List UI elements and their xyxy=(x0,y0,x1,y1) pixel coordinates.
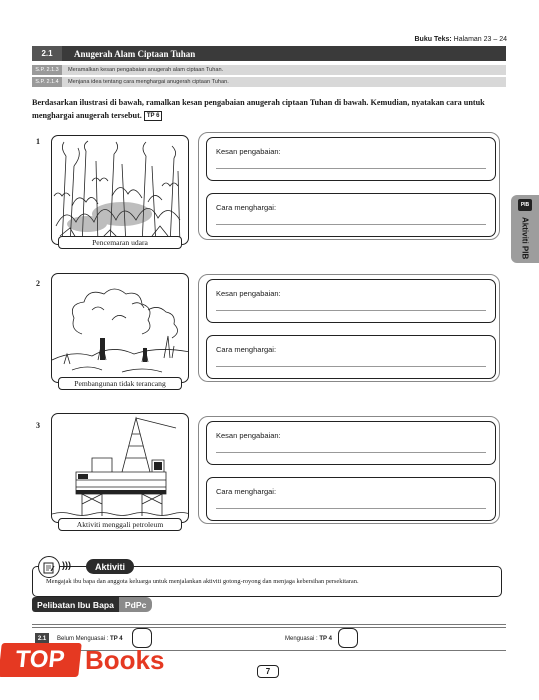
question-number-3: 3 xyxy=(36,421,40,430)
topic-header xyxy=(32,46,506,61)
answer-box-appreciate-1[interactable] xyxy=(206,193,496,237)
answer-line xyxy=(216,310,486,311)
reference-pages: Halaman 23 – 24 xyxy=(453,36,507,43)
answer-line xyxy=(216,452,486,453)
illustration-unplanned-development xyxy=(51,273,189,383)
mastered-text: Menguasai : xyxy=(285,636,318,642)
answer-label: Kesan pengabaian: xyxy=(216,431,281,440)
pib-label: Pelibatan Ibu Bapa xyxy=(32,597,119,612)
mastered-tp: TP 4 xyxy=(319,636,332,642)
forest-fire-drawing xyxy=(52,136,189,245)
answer-line xyxy=(216,508,486,509)
mastered-checkbox[interactable] xyxy=(338,628,358,648)
instruction-text: Berdasarkan ilustrasi di bawah, ramalkan kesan pengabaian anugerah ciptaan Tuhan di bawah. Kemudian, nyatakan cara untuk menghargai anugerah tersebut. xyxy=(32,98,485,120)
instruction xyxy=(32,96,506,122)
footer-rule-top xyxy=(32,624,506,625)
answer-label: Kesan pengabaian: xyxy=(216,147,281,156)
watermark-top: TOP xyxy=(0,643,82,677)
caption-3: Aktiviti menggali petroleum xyxy=(58,518,182,531)
mastered-label xyxy=(285,636,332,642)
standard-row-2 xyxy=(32,77,506,87)
answer-box-effect-1[interactable] xyxy=(206,137,496,181)
activity-text: Mengajak ibu bapa dan anggota keluarga untuk menjalankan aktiviti gotong-royong dan menjaga kebersihan persekitaran. xyxy=(46,578,359,585)
answer-line xyxy=(216,168,486,169)
caption-1: Pencemaran udara xyxy=(58,236,182,249)
answer-box-effect-3[interactable] xyxy=(206,421,496,465)
watermark-books: Books xyxy=(85,645,165,675)
activity-header xyxy=(38,556,138,578)
question-number-2: 2 xyxy=(36,279,40,288)
pdpc-label: PdPc xyxy=(119,597,153,612)
textbook-reference xyxy=(415,36,508,43)
standard-code: S.P. 2.1.4 xyxy=(32,77,62,87)
topic-number: 2.1 xyxy=(32,46,62,61)
page-number: 7 xyxy=(257,665,279,678)
answer-line xyxy=(216,224,486,225)
side-tab-label: Aktiviti PIB xyxy=(520,216,530,260)
side-tab-pib xyxy=(511,195,539,263)
clipboard-icon xyxy=(38,556,60,578)
not-mastered-label xyxy=(57,636,123,642)
standard-text: Menjana idea tentang cara menghargai anugerah ciptaan Tuhan. xyxy=(62,77,506,87)
standard-code: S.P. 2.1.3 xyxy=(32,65,62,75)
activity-title: Aktiviti xyxy=(86,559,134,574)
sound-waves-icon: ))) xyxy=(62,560,71,570)
answer-box-appreciate-3[interactable] xyxy=(206,477,496,521)
parent-involvement-bar xyxy=(32,597,187,612)
answer-label: Cara menghargai: xyxy=(216,345,277,354)
pib-logo: PIB xyxy=(518,199,532,211)
answer-label: Cara menghargai: xyxy=(216,487,277,496)
not-mastered-tp: TP 4 xyxy=(110,636,123,642)
not-mastered-text: Belum Menguasai : xyxy=(57,636,109,642)
standard-row-1 xyxy=(32,65,506,75)
answer-label: Cara menghargai: xyxy=(216,203,277,212)
standard-text: Meramalkan kesan pengabaian anugerah alam ciptaan Tuhan. xyxy=(62,65,506,75)
tp-badge: TP 6 xyxy=(144,111,163,121)
reference-label: Buku Teks: xyxy=(414,36,452,43)
footer-rule-top-2 xyxy=(32,627,506,628)
topic-title: Anugerah Alam Ciptaan Tuhan xyxy=(74,48,196,59)
smoke-land-drawing xyxy=(52,274,189,383)
illustration-air-pollution xyxy=(51,135,189,245)
oil-rig-drawing xyxy=(52,414,189,523)
topbooks-watermark xyxy=(0,643,200,683)
footer-topic-number: 2.1 xyxy=(35,633,49,645)
question-number-1: 1 xyxy=(36,137,40,146)
illustration-oil-drilling xyxy=(51,413,189,523)
answer-box-effect-2[interactable] xyxy=(206,279,496,323)
answer-label: Kesan pengabaian: xyxy=(216,289,281,298)
answer-box-appreciate-2[interactable] xyxy=(206,335,496,379)
caption-2: Pembangunan tidak terancang xyxy=(58,377,182,390)
answer-line xyxy=(216,366,486,367)
